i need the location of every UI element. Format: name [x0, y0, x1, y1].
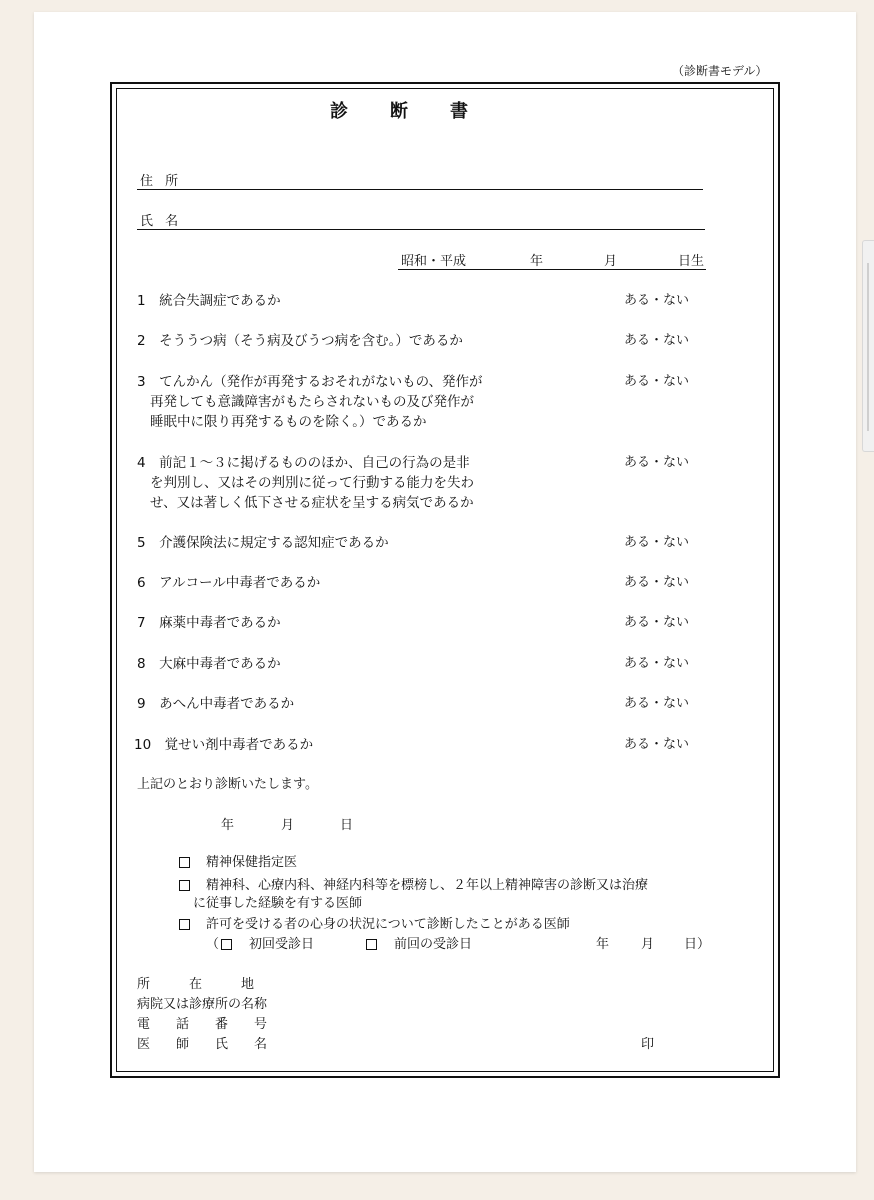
designated-doctor-checkbox[interactable] — [179, 857, 190, 868]
diagnosis-statement: 上記のとおり診断いたします。 — [137, 777, 318, 792]
birth-year-label: 年 — [530, 254, 544, 269]
item-4-text-line2: を判別し、又はその判別に従って行動する能力を失わ — [150, 475, 474, 491]
item-6-text: 6 アルコール中毒者であるか — [137, 575, 321, 591]
phone-label: 電 話 番 号 — [137, 1017, 268, 1032]
last-visit-checkbox[interactable] — [366, 939, 377, 950]
address-field[interactable] — [137, 189, 703, 190]
specialist-doctor-label-line2: に従事した経験を有する医師 — [193, 896, 363, 911]
item-4-text-line1: 4 前記１～３に掲げるもののほか、自己の行為の是非 — [137, 455, 470, 471]
diagnosis-month-label: 月 — [281, 818, 295, 833]
item-2-answer[interactable]: ある・ない — [624, 333, 690, 348]
item-1-answer[interactable]: ある・ない — [624, 293, 690, 308]
item-9-text: 9 あへん中毒者であるか — [137, 696, 295, 712]
first-visit-label: 初回受診日 — [249, 937, 315, 952]
visit-month-label: 月 — [641, 937, 655, 952]
seal-mark: 印 — [641, 1037, 655, 1052]
visit-open-paren: （ — [206, 937, 220, 952]
birth-month-label: 月 — [604, 254, 618, 269]
item-10-text: 10 覚せい剤中毒者であるか — [134, 737, 314, 753]
item-1-text: 1 統合失調症であるか — [137, 293, 281, 309]
specialist-doctor-checkbox[interactable] — [179, 880, 190, 891]
visit-day-label: 日） — [684, 937, 711, 952]
item-5-answer[interactable]: ある・ない — [624, 535, 690, 550]
last-visit-label: 前回の受診日 — [394, 937, 473, 952]
item-2-text: 2 そううつ病（そう病及びうつ病を含む。）であるか — [137, 333, 463, 349]
era-label: 昭和・平成 — [401, 254, 467, 269]
item-10-answer[interactable]: ある・ない — [624, 737, 690, 752]
examined-doctor-label: 許可を受ける者の心身の状況について診断したことがある医師 — [206, 917, 570, 932]
item-7-answer[interactable]: ある・ない — [624, 615, 690, 630]
item-3-text-line2: 再発しても意識障害がもたらされないもの及び発作が — [150, 394, 474, 410]
item-4-answer[interactable]: ある・ない — [624, 455, 690, 470]
item-6-answer[interactable]: ある・ない — [624, 575, 690, 590]
item-3-text-line3: 睡眠中に限り再発するものを除く。）であるか — [150, 414, 427, 430]
designated-doctor-label: 精神保健指定医 — [206, 855, 298, 870]
location-label: 所 在 地 — [137, 977, 255, 992]
item-3-answer[interactable]: ある・ない — [624, 374, 690, 389]
name-field[interactable] — [137, 229, 705, 230]
item-8-text: 8 大麻中毒者であるか — [137, 656, 281, 672]
name-label: 氏 名 — [140, 214, 183, 229]
birthdate-field[interactable] — [398, 269, 706, 270]
document-title: 診 断 書 — [330, 101, 470, 122]
item-5-text: 5 介護保険法に規定する認知症であるか — [137, 535, 389, 551]
diagnosis-year-label: 年 — [221, 818, 235, 833]
birth-day-label: 日生 — [678, 254, 705, 269]
scroll-handle[interactable] — [862, 240, 874, 452]
facility-name-label: 病院又は診療所の名称 — [137, 997, 268, 1012]
item-9-answer[interactable]: ある・ない — [624, 696, 690, 711]
first-visit-checkbox[interactable] — [221, 939, 232, 950]
specialist-doctor-label-line1: 精神科、心療内科、神経内科等を標榜し、２年以上精神障害の診断又は治療 — [206, 878, 649, 893]
item-4-text-line3: せ、又は著しく低下させる症状を呈する病気であるか — [150, 495, 474, 511]
address-label: 住 所 — [140, 174, 183, 189]
model-label: （診断書モデル） — [672, 64, 768, 78]
item-3-text-line1: 3 てんかん（発作が再発するおそれがないもの、発作が — [137, 374, 483, 390]
visit-year-label: 年 — [596, 937, 610, 952]
examined-doctor-checkbox[interactable] — [179, 919, 190, 930]
doctor-name-label: 医 師 氏 名 — [137, 1037, 268, 1052]
item-8-answer[interactable]: ある・ない — [624, 656, 690, 671]
item-7-text: 7 麻薬中毒者であるか — [137, 615, 281, 631]
diagnosis-day-label: 日 — [340, 818, 354, 833]
